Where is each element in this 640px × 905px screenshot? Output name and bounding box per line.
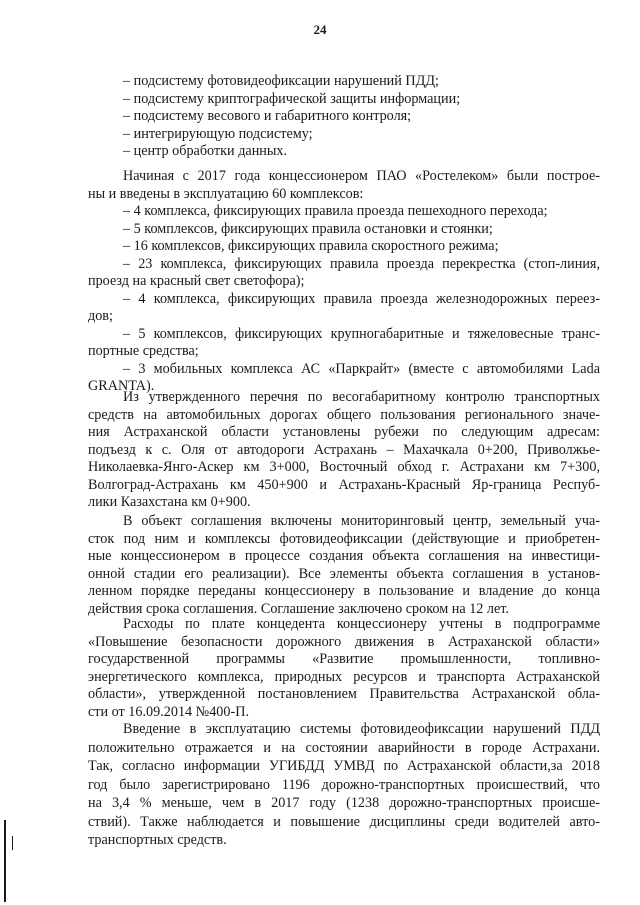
text-line: – центр обработки данных. <box>123 143 288 159</box>
text-line: «Повышение безопасности дорожного движения в Астраханской области» <box>88 633 600 650</box>
text-line: GRANTA). <box>88 378 155 394</box>
text-line: – подсистему весового и габаритного контроля; <box>123 108 412 124</box>
text-line: Из утвержденного перечня по весогабаритному контролю транспортных <box>123 389 600 405</box>
paragraph-p2 <box>88 168 600 396</box>
paragraph-p5 <box>88 616 600 721</box>
text-line: энергетического комплекса, природных ресурсов и транспорта Астраханской <box>88 668 600 685</box>
text-line: ны и введены в эксплуатацию 60 комплексов: <box>88 185 364 202</box>
text-line: портные средства; <box>88 343 199 359</box>
text-line: дов; <box>88 308 113 324</box>
text-line: положительно отражается и на состоянии аварийности в городе Астрахани. <box>88 739 600 756</box>
text-line: – подсистему криптографической защиты информации; <box>123 90 461 107</box>
text-line: государственной программы «Развитие промышленности, топливно- <box>88 651 600 667</box>
text-line: проезд на красный свет светофора); <box>88 273 305 289</box>
scan-margin-tick <box>12 836 13 850</box>
paragraph-p1 <box>88 73 600 161</box>
text-line: Волгоград-Астрахань км 450+900 и Астрахань-Красный Яр-граница Респуб- <box>88 476 600 493</box>
text-line: ствий). Также наблюдается и повышение дисциплины среди водителей авто- <box>88 813 600 830</box>
text-line: области», утвержденной постановлением Правительства Астраханской обла- <box>88 686 600 702</box>
paragraph-p3 <box>88 389 600 512</box>
text-line: Так, согласно информации УГИБДД УМВД по Астраханской области,за 2018 <box>88 758 600 774</box>
text-line: средств на автомобильных дорогах общего пользования регионального значе- <box>88 406 600 423</box>
text-line: Николаевка-Янго-Аскер км 3+000, Восточный обход г. Астрахани км 7+300, <box>88 459 600 475</box>
text-line: Начиная с 2017 года концессионером ПАО «Ростелеком» были построе- <box>123 168 600 184</box>
text-line: действия срока соглашения. Соглашение заключено сроком на 12 лет. <box>88 600 509 617</box>
text-line: ные концессионером в процессе создания объекта соглашения на инвестици- <box>88 548 600 564</box>
text-line: сток под ним и комплексы фотовидеофиксации (действующие и приобретен- <box>88 530 600 547</box>
text-line: – 5 комплексов, фиксирующих крупногабаритные и тяжеловесные транс- <box>123 325 600 342</box>
scan-margin-mark <box>4 820 6 902</box>
text-line: – 4 комплекса, фиксирующих правила проезда железнодорожных переез- <box>123 290 600 307</box>
text-line: Расходы по плате концедента концессионеру учтены в подпрограмме <box>123 616 600 632</box>
text-line: Введение в эксплуатацию системы фотовидеофиксации нарушений ПДД <box>123 721 600 737</box>
page-number: 24 <box>313 22 327 37</box>
text-line: – 23 комплекса, фиксирующих правила проезда перекрестка (стоп-линия, <box>123 255 600 272</box>
text-line: транспортных средств. <box>88 832 227 848</box>
text-line: В объект соглашения включены мониторинговый центр, земельный уча- <box>123 513 600 529</box>
text-line: – подсистему фотовидеофиксации нарушений ПДД; <box>123 73 439 89</box>
text-line: – интегрирующую подсистему; <box>123 125 313 142</box>
text-line: – 5 комплексов, фиксирующих правила остановки и стоянки; <box>123 220 493 237</box>
text-line: ния Астраханской области установлены рубежи по следующим адресам: <box>88 424 600 440</box>
text-line: онной стадии его реализации). Все элементы объекта соглашения в установ- <box>88 565 600 582</box>
text-line: ленном порядке переданы концессионеру в пользование и владение до конца <box>88 583 600 599</box>
paragraph-p6 <box>88 720 600 850</box>
text-line: – 3 мобильных комплекса АС «Паркрайт» (вместе с автомобилями Lada <box>123 360 600 377</box>
text-line: сти от 16.09.2014 №400-П. <box>88 703 250 720</box>
text-line: лики Казахстана км 0+900. <box>88 494 251 510</box>
text-line: – 4 комплекса, фиксирующих правила проезда пешеходного перехода; <box>123 203 548 219</box>
text-line: год было зарегистрировано 1196 дорожно-транспортных происшествий, что <box>88 776 600 793</box>
text-line: на 3,4 % меньше, чем в 2017 году (1238 дорожно-транспортных происше- <box>88 795 600 811</box>
paragraph-p4 <box>88 513 600 618</box>
text-line: подъезд к с. Оля от автодороги Астрахань – Махачкала 0+200, Приволжье- <box>88 441 600 458</box>
text-line: – 16 комплексов, фиксирующих правила скоростного режима; <box>123 238 499 254</box>
